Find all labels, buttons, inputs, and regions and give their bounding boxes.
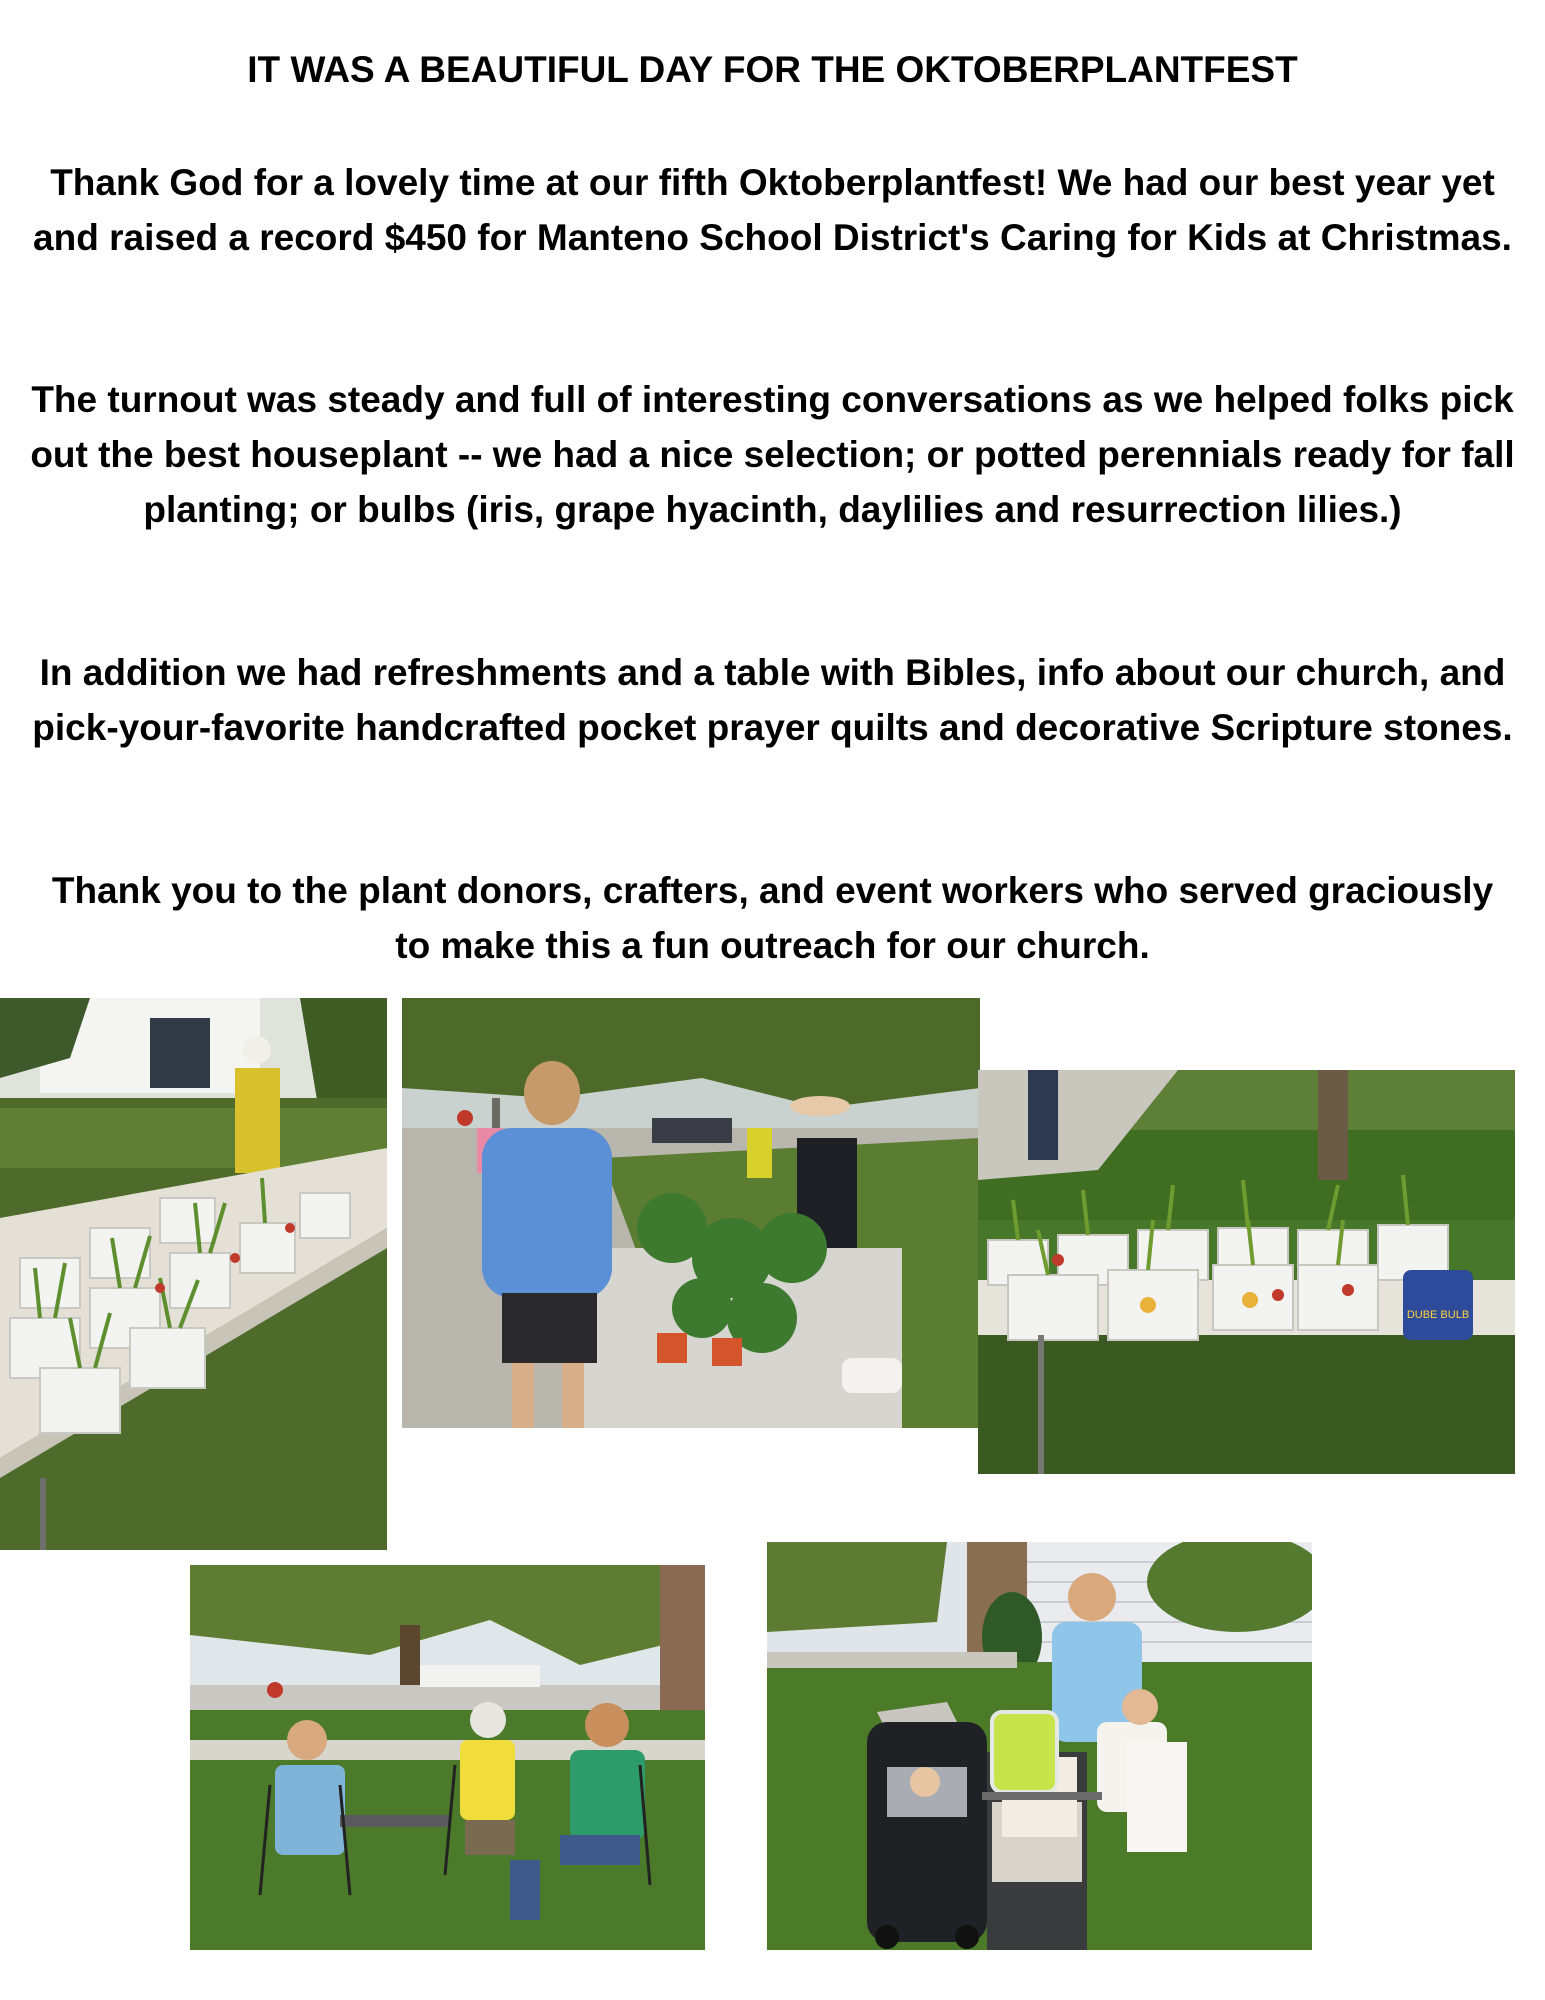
paragraph-thanks: Thank God for a lovely time at our fifth Oktoberplantfest! We had our best year yet and raised a record $450 for Manteno School District's Caring for Kids at Christmas. (33, 162, 1512, 258)
bucket-label: DUBE BULB (1406, 1309, 1470, 1321)
paragraph-thank-you: Thank you to the plant donors, crafters, and event workers who served graciously to make this a fun outreach for our church. (51, 870, 1494, 966)
paragraph-refreshments: In addition we had refreshments and a table with Bibles, info about our church, and pick-your-favorite handcrafted pocket prayer quilts and decorative Scripture stones. (32, 652, 1513, 748)
photo-plant-baskets-left (0, 998, 387, 1550)
paragraph-turnout: The turnout was steady and full of interesting conversations as we helped folks pick out the best houseplant -- we had a nice selection; or potted perennials ready for fall planting; or bulbs (iris, grape hyacinth, daylilies and resurrection lilies.) (30, 379, 1515, 530)
photo-plant-baskets-right (978, 1070, 1515, 1474)
page-title: IT WAS A BEAUTIFUL DAY FOR THE OKTOBERPLANTFEST (247, 49, 1298, 90)
photo-customer-at-table (402, 998, 980, 1428)
photo-lemonade-stand (767, 1542, 1312, 1950)
photo-seated-women (190, 1565, 705, 1950)
